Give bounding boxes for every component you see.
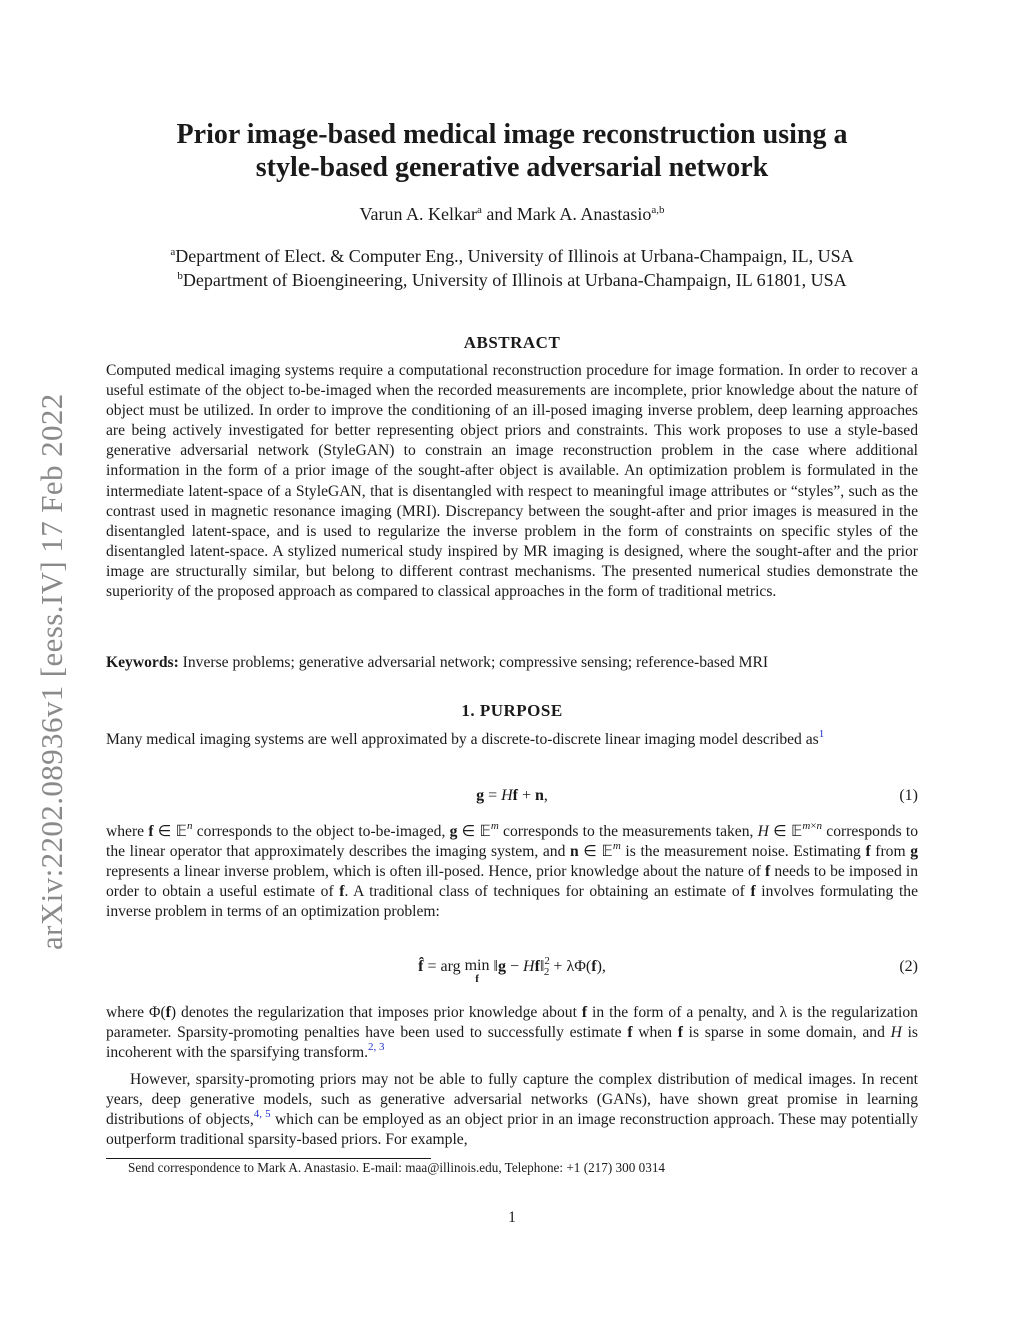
arxiv-sidebar-id: arXiv:2202.08936v1 [eess.IV] 17 Feb 2022 (34, 393, 69, 950)
citation-4-5[interactable]: 4, 5 (253, 1108, 271, 1121)
author-conjunction: and (481, 204, 517, 224)
affiliation-b-text: Department of Bioengineering, University of Illinois at Urbana-Champaign, IL 61801, USA (182, 270, 847, 290)
equation-2 (106, 955, 918, 992)
section-heading-purpose: 1. PURPOSE (461, 701, 563, 720)
equation-1-number: (1) (899, 787, 918, 804)
author-kelkar-affil: a (476, 204, 482, 216)
affiliation-a (106, 246, 918, 267)
keywords-text: Inverse problems; generative adversarial network; compressive sensing; reference-based MRI (178, 654, 769, 671)
equation-2-number: (2) (899, 958, 918, 975)
author-anastasio: Mark A. Anastasio (516, 204, 652, 224)
purpose-paragraph-2: where f ∈ 𝔼$^n$ corresponds to the object to-be-imaged, g ∈ 𝔼$^m$ corresponds to the measurements taken, H ∈ 𝔼$^{m\times n}$ corresponds to the linear operator that approximately describes the imaging system, and n ∈ 𝔼$^m$ is the measurement noise. Estimating f from g represents a linear inverse problem, which is often ill-posed. Hence, prior knowledge about the nature of f needs to be imposed in order to obtain a useful estimate of f. A traditional class of techniques for obtaining an estimate of f involves formulating the inverse problem in terms of an optimization problem: (106, 820, 919, 921)
footnote-rule (106, 1158, 431, 1159)
equation-1-body: g = Hf + n, (476, 787, 548, 804)
purpose-paragraph-4: However, sparsity-promoting priors may not be able to fully capture the complex distribution of medical images. In recent years, deep generative models, such as generative adversarial networks (GANs), have shown great promise in learning distributions of objects,$^{4, 5}$ which can be employed as an object prior in an image reconstruction approach. These may potentially outperform traditional sparsity-based priors. For example, (106, 1071, 918, 1149)
author-kelkar: Varun A. Kelkar (359, 204, 477, 224)
page-number: 1 (508, 1209, 516, 1226)
equation-1 (106, 787, 918, 811)
keywords (106, 653, 918, 673)
affiliation-a-text: Department of Elect. & Computer Eng., University of Illinois at Urbana-Champaign, IL, USA (175, 246, 854, 266)
citation-2-3[interactable]: 2, 3 (368, 1041, 385, 1054)
author-anastasio-affil: a,b (651, 204, 665, 216)
paper-title (106, 118, 918, 184)
purpose-p1-text: Many medical imaging systems are well approximated by a discrete-to-discrete linear imaging model described as (106, 731, 819, 748)
citation-1[interactable]: 1 (818, 728, 825, 740)
affiliation-b (106, 270, 918, 291)
abstract-text: Computed medical imaging systems require a computational reconstruction procedure for image formation. In order to recover a useful estimate of the object to-be-imaged when the recorded measurements are incomplete, prior knowledge about the nature of object must be utilized. In order to improve the conditioning of an ill-posed imaging inverse problem, deep learning approaches are being actively investigated for better representing object priors and constraints. This work proposes to use a style-based generative adversarial network (StyleGAN) to constrain an image reconstruction problem in the case where additional information in the form of a prior image of the sought-after object is available. An optimization problem is formulated in the intermediate latent-space of a StyleGAN, that is disentangled with respect to meaningful image attributes or “styles”, such as the contrast used in magnetic resonance imaging (MRI). Discrepancy between the sought-after and prior images is measured in the disentangled latent-space, and is used to regularize the inverse problem in the form of constraints on specific styles of the disentangled latent-space. A stylized numerical study inspired by MR imaging is designed, where the sought-after and the prior image are structurally similar, but belong to different contrast mechanisms. The presented numerical studies demonstrate the superiority of the proposed approach as compared to classical approaches in the form of traditional metrics. (106, 362, 918, 601)
purpose-paragraph-3: where Φ(f) denotes the regularization that imposes prior knowledge about f in the form of a penalty, and λ is the regularization parameter. Sparsity-promoting penalties have been used to successfully estimate f when f is sparse in some domain, and H is incoherent with the sparsifying transform.$^{2, 3}$ (106, 1004, 918, 1062)
keywords-label: Keywords: (106, 654, 179, 671)
purpose-paragraph-1 (106, 730, 918, 750)
author-list (106, 204, 918, 225)
correspondence-footnote: Send correspondence to Mark A. Anastasio. E-mail: maa@illinois.edu, Telephone: +1 (217) 300 0314 (128, 1160, 666, 1175)
affiliation-b-marker: b (177, 270, 183, 282)
abstract-heading: ABSTRACT (463, 333, 561, 352)
equation-2-body: f̂ = arg min f ‖g − Hf‖$^2_2$ + λΦ(f), (418, 955, 606, 985)
title-line-1: Prior image-based medical image reconstruction using a (176, 119, 848, 150)
affiliation-a-marker: a (170, 246, 176, 258)
title-line-2: style-based generative adversarial network (255, 152, 769, 183)
